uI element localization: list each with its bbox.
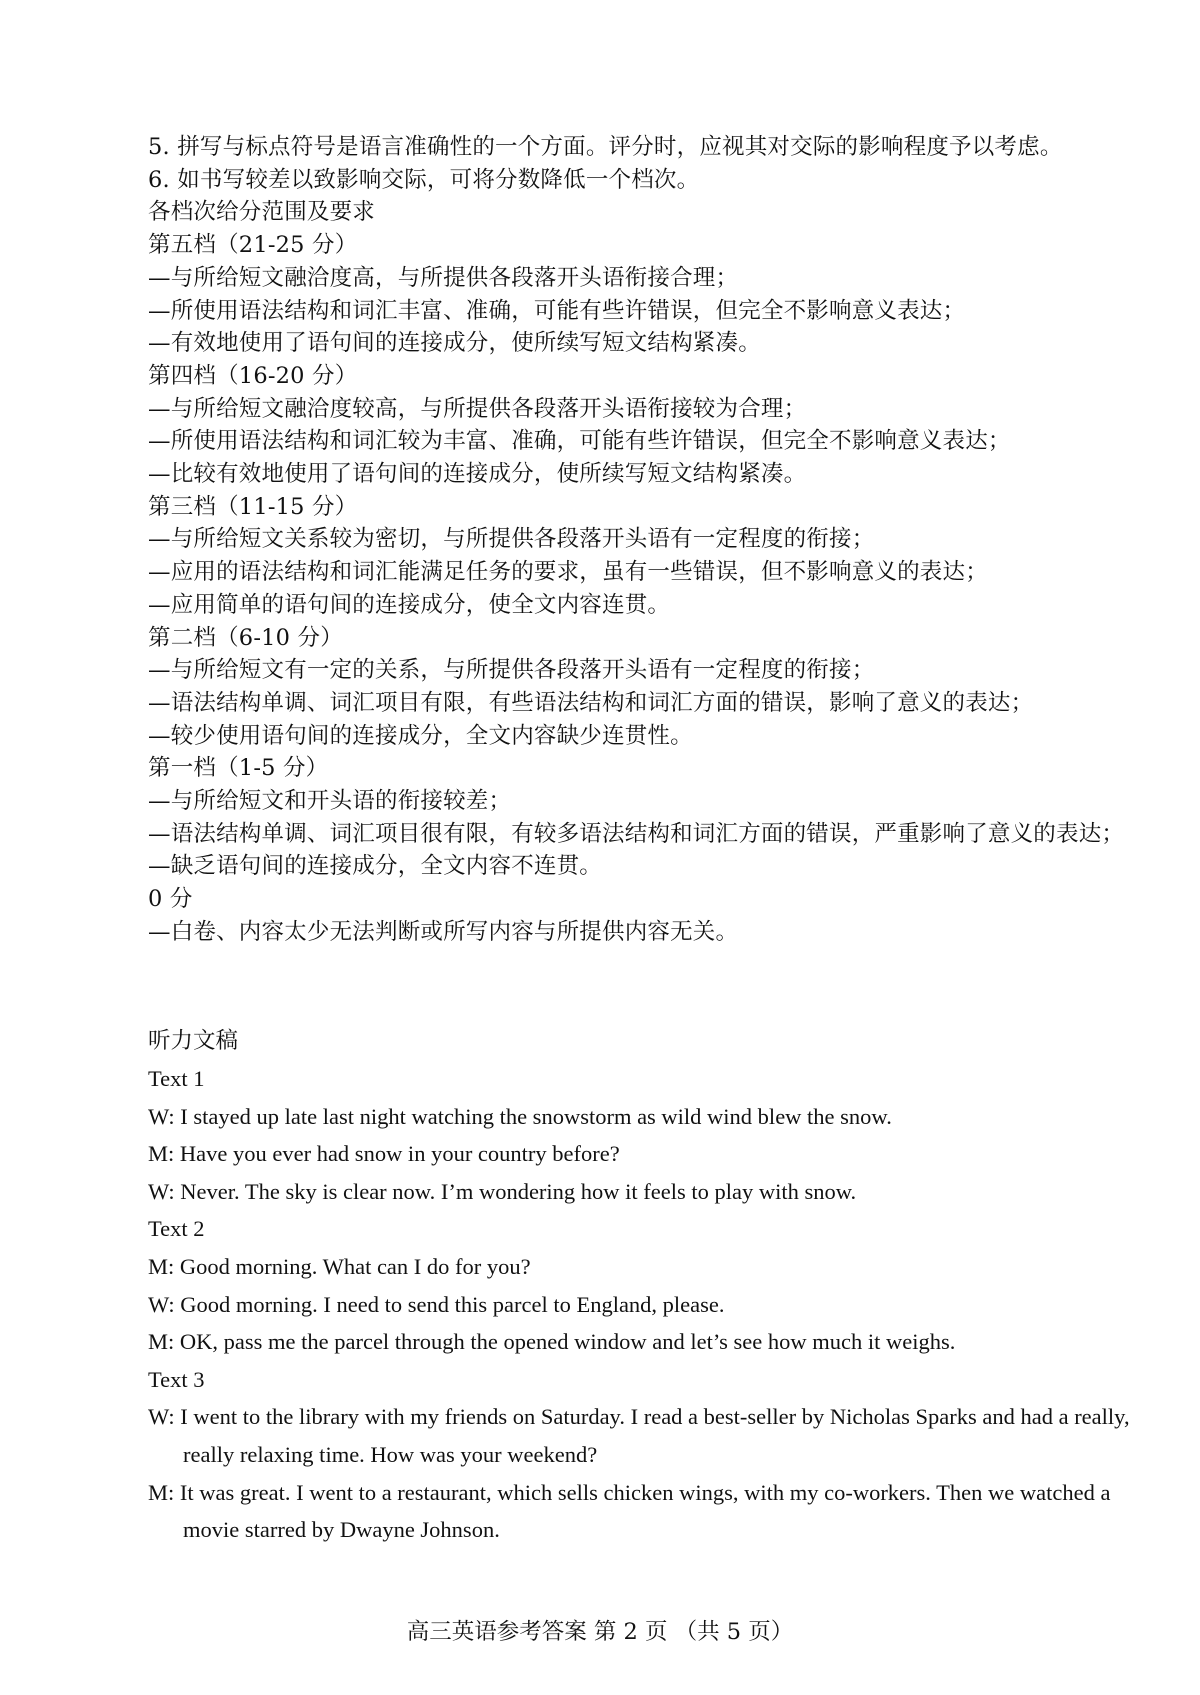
rubric-item-5: 5. 拼写与标点符号是语言准确性的一个方面。评分时，应视其对交际的影响程度予以考虑。 [148,134,1063,160]
band-0-criterion: —白卷、内容太少无法判断或所写内容与所提供内容无关。 [148,918,739,945]
band-2-criterion: —较少使用语句间的连接成分，全文内容缺少连贯性。 [148,722,693,749]
dialogue-line: W: Good morning. I need to send this parcel to England, please. [148,1291,725,1317]
dialogue-line: M: Good morning. What can I do for you? [148,1253,531,1279]
rubric-heading: 各档次给分范围及要求 [148,199,376,226]
text-2-label: Text 2 [148,1216,205,1242]
band-3-criterion: —应用简单的语句间的连接成分，使全文内容连贯。 [148,591,671,618]
band-5-criterion: —有效地使用了语句间的连接成分，使所续写短文结构紧凑。 [148,330,761,357]
page-footer: 高三英语参考答案 第 2 页 （共 5 页） [406,1619,794,1645]
scoring-rubric [148,131,1158,949]
band-5-criterion: —所使用语法结构和词汇丰富、准确，可能有些许错误，但完全不影响意义表达； [148,297,966,324]
dialogue-line: W: Never. The sky is clear now. I’m wondering how it feels to play with snow. [148,1178,857,1204]
band-1-criterion: —缺乏语句间的连接成分，全文内容不连贯。 [148,853,603,880]
dialogue-line: M: It was great. I went to a restaurant, which sells chicken wings, with my co-workers. Then we watched a movie starred by Dwayne Johnson. [148,1479,1111,1543]
listening-transcript-title: 听力文稿 [148,1028,239,1054]
band-4-criterion: —所使用语法结构和词汇较为丰富、准确，可能有些许错误，但完全不影响意义表达； [148,428,1011,455]
band-1-criterion: —语法结构单调、词汇项目很有限，有较多语法结构和词汇方面的错误，严重影响了意义的表达； [148,820,1125,847]
band-1-heading: 第一档（1-5 分） [148,755,329,782]
dialogue-line: M: Have you ever had snow in your country before? [148,1141,620,1167]
band-3-criterion: —应用的语法结构和词汇能满足任务的要求，虽有一些错误，但不影响意义的表达； [148,559,988,586]
band-3-criterion: —与所给短文关系较为密切，与所提供各段落开头语有一定程度的衔接； [148,526,875,553]
band-2-criterion: —与所给短文有一定的关系，与所提供各段落开头语有一定程度的衔接； [148,657,875,684]
band-4-heading: 第四档（16-20 分） [148,362,358,389]
band-3-heading: 第三档（11-15 分） [148,493,358,520]
band-2-criterion: —语法结构单调、词汇项目有限，有些语法结构和词汇方面的错误，影响了意义的表达； [148,689,1034,716]
dialogue-line: W: I stayed up late last night watching the snowstorm as wild wind blew the snow. [148,1103,892,1129]
band-1-criterion: —与所给短文和开头语的衔接较差； [148,788,512,815]
text-3-label: Text 3 [148,1366,205,1392]
rubric-item-6: 6. 如书写较差以致影响交际，可将分数降低一个档次。 [148,166,700,193]
band-5-criterion: —与所给短文融洽度高，与所提供各段落开头语衔接合理； [148,264,739,291]
band-4-criterion: —与所给短文融洽度较高，与所提供各段落开头语衔接较为合理； [148,395,807,422]
listening-transcript [148,1060,1158,1549]
band-2-heading: 第二档（6-10 分） [148,624,343,651]
dialogue-line: M: OK, pass me the parcel through the opened window and let’s see how much it weighs. [148,1329,956,1355]
dialogue-line: W: I went to the library with my friends on Saturday. I read a best-seller by Nicholas Sparks and had a really, really relaxing time. How was your weekend? [148,1404,1130,1467]
band-5-heading: 第五档（21-25 分） [148,232,358,259]
band-4-criterion: —比较有效地使用了语句间的连接成分，使所续写短文结构紧凑。 [148,461,807,488]
band-0-heading: 0 分 [148,886,193,913]
text-1-label: Text 1 [148,1066,205,1091]
